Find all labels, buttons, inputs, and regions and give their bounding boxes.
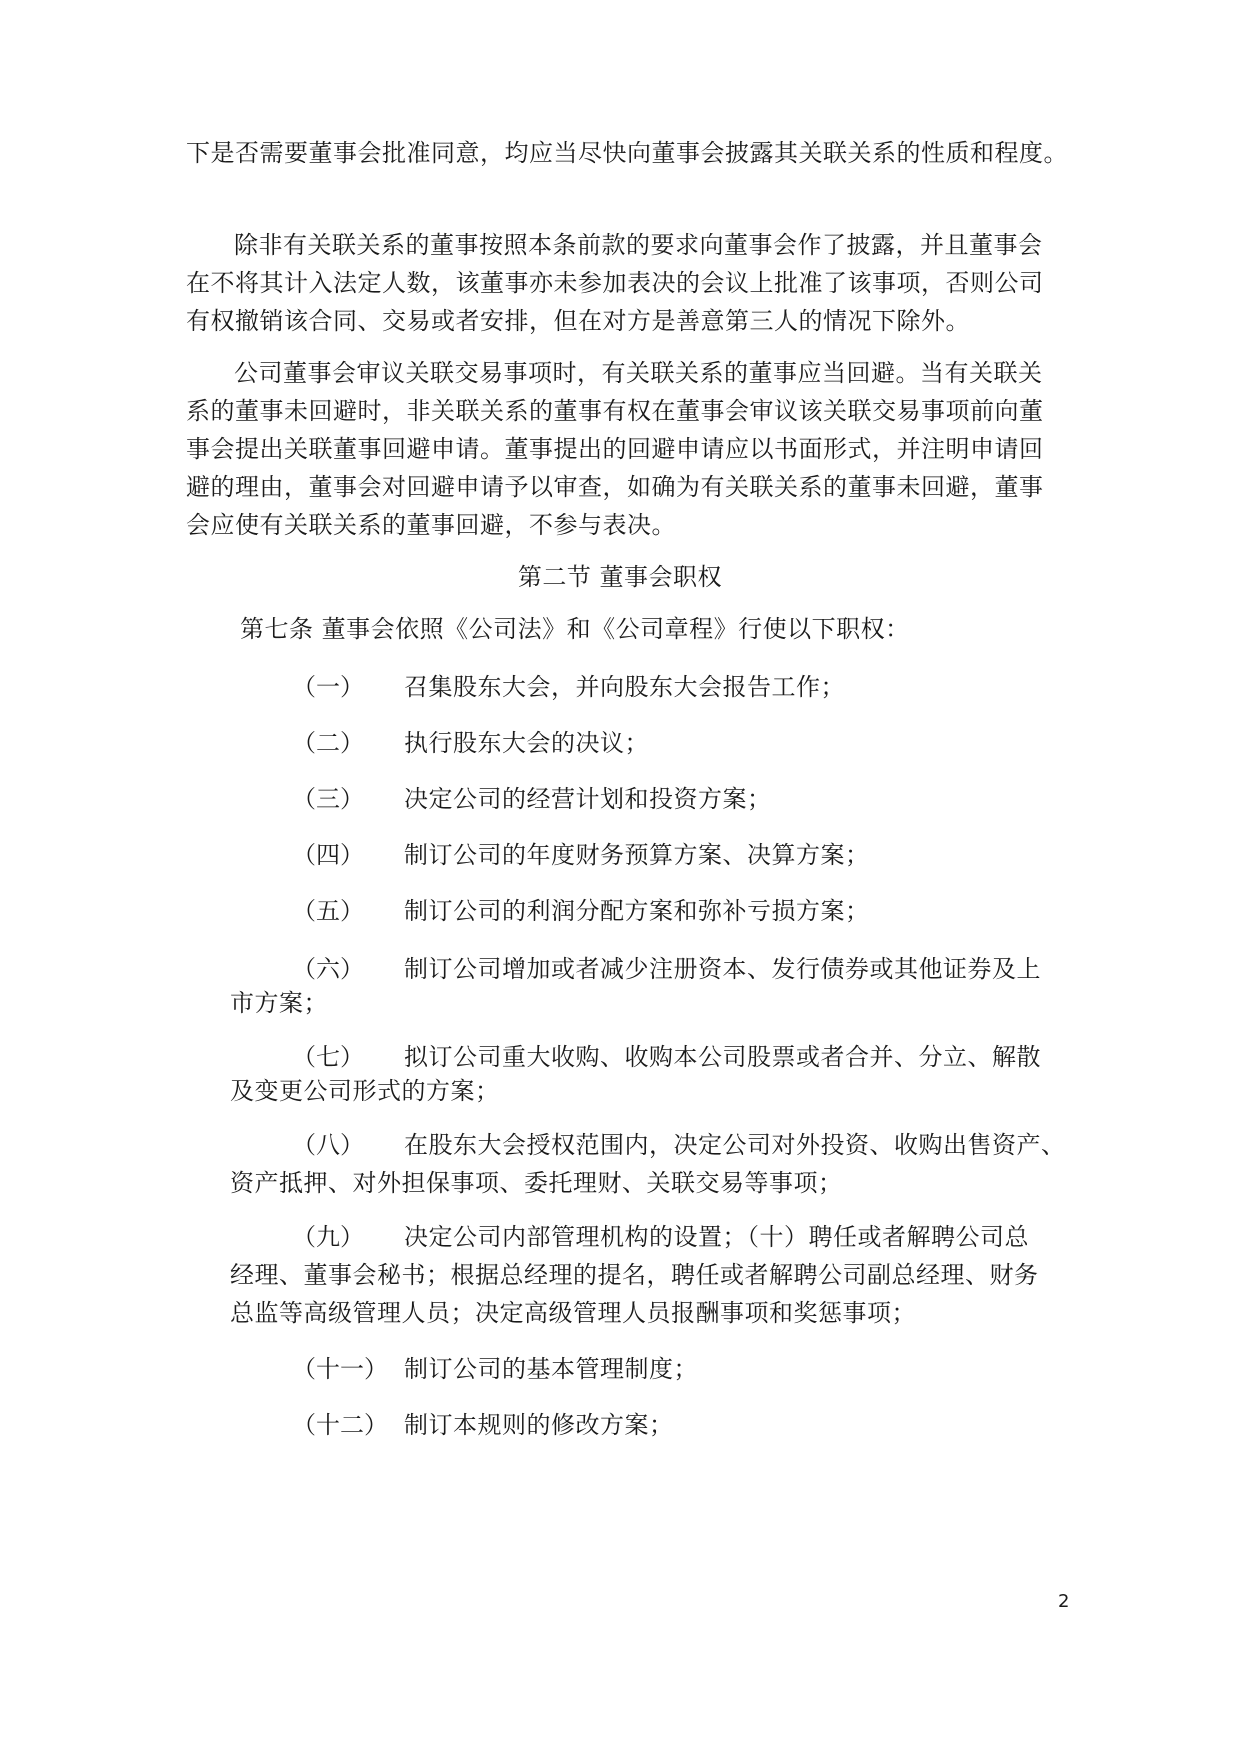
item-number: （九）: [292, 1223, 364, 1251]
item-text: 及变更公司形式的方案；: [230, 1077, 500, 1105]
paragraph-line: 系的董事未回避时，非关联关系的董事有权在董事会审议该关联交易事项前向董: [186, 397, 1044, 425]
paragraph-line: 会应使有关联关系的董事回避，不参与表决。: [186, 511, 676, 539]
item-number: （十一）: [292, 1355, 388, 1383]
item-number: （四）: [292, 841, 364, 869]
item-text: 召集股东大会，并向股东大会报告工作；: [404, 673, 845, 701]
paragraph-line: 事会提出关联董事回避申请。董事提出的回避申请应以书面形式，并注明申请回: [186, 435, 1044, 463]
item-text: 拟订公司重大收购、收购本公司股票或者合并、分立、解散: [404, 1043, 1041, 1071]
item-text: 制订公司的利润分配方案和弥补亏损方案；: [404, 897, 870, 925]
item-number: （六）: [292, 955, 364, 983]
item-number: （七）: [292, 1043, 364, 1071]
item-text: 经理、董事会秘书；根据总经理的提名，聘任或者解聘公司副总经理、财务: [230, 1261, 1039, 1289]
paragraph-line: 在不将其计入法定人数，该董事亦未参加表决的会议上批准了该事项，否则公司: [186, 269, 1044, 297]
item-text: 资产抵押、对外担保事项、委托理财、关联交易等事项；: [230, 1169, 843, 1197]
page-number: 2: [1058, 1591, 1070, 1612]
item-number: （八）: [292, 1131, 364, 1159]
section-heading: 第二节 董事会职权: [517, 563, 723, 591]
item-text: 市方案；: [230, 989, 328, 1017]
item-text: 决定公司内部管理机构的设置；（十）聘任或者解聘公司总: [404, 1223, 1029, 1251]
item-text: 决定公司的经营计划和投资方案；: [404, 785, 772, 813]
paragraph-line: 下是否需要董事会批准同意，均应当尽快向董事会披露其关联关系的性质和程度。: [186, 139, 1068, 167]
item-number: （十二）: [292, 1411, 388, 1439]
paragraph-line: 除非有关联关系的董事按照本条前款的要求向董事会作了披露，并且董事会: [234, 231, 1043, 259]
item-text: 制订公司增加或者减少注册资本、发行债券或其他证券及上: [404, 955, 1041, 983]
item-text: 执行股东大会的决议；: [404, 729, 649, 757]
item-number: （一）: [292, 673, 364, 701]
paragraph-line: 公司董事会审议关联交易事项时，有关联关系的董事应当回避。当有关联关: [234, 359, 1043, 387]
paragraph-line: 避的理由，董事会对回避申请予以审查，如确为有关联关系的董事未回避，董事: [186, 473, 1044, 501]
item-text: 在股东大会授权范围内，决定公司对外投资、收购出售资产、: [404, 1131, 1066, 1159]
item-text: 制订公司的基本管理制度；: [404, 1355, 698, 1383]
item-text: 制订公司的年度财务预算方案、决算方案；: [404, 841, 870, 869]
paragraph-line: 有权撤销该合同、交易或者安排，但在对方是善意第三人的情况下除外。: [186, 307, 970, 335]
item-number: （三）: [292, 785, 364, 813]
item-number: （二）: [292, 729, 364, 757]
item-text: 制订本规则的修改方案；: [404, 1411, 674, 1439]
article-intro: 第七条 董事会依照《公司法》和《公司章程》行使以下职权：: [240, 615, 910, 643]
item-text: 总监等高级管理人员；决定高级管理人员报酬事项和奖惩事项；: [230, 1299, 916, 1327]
item-number: （五）: [292, 897, 364, 925]
